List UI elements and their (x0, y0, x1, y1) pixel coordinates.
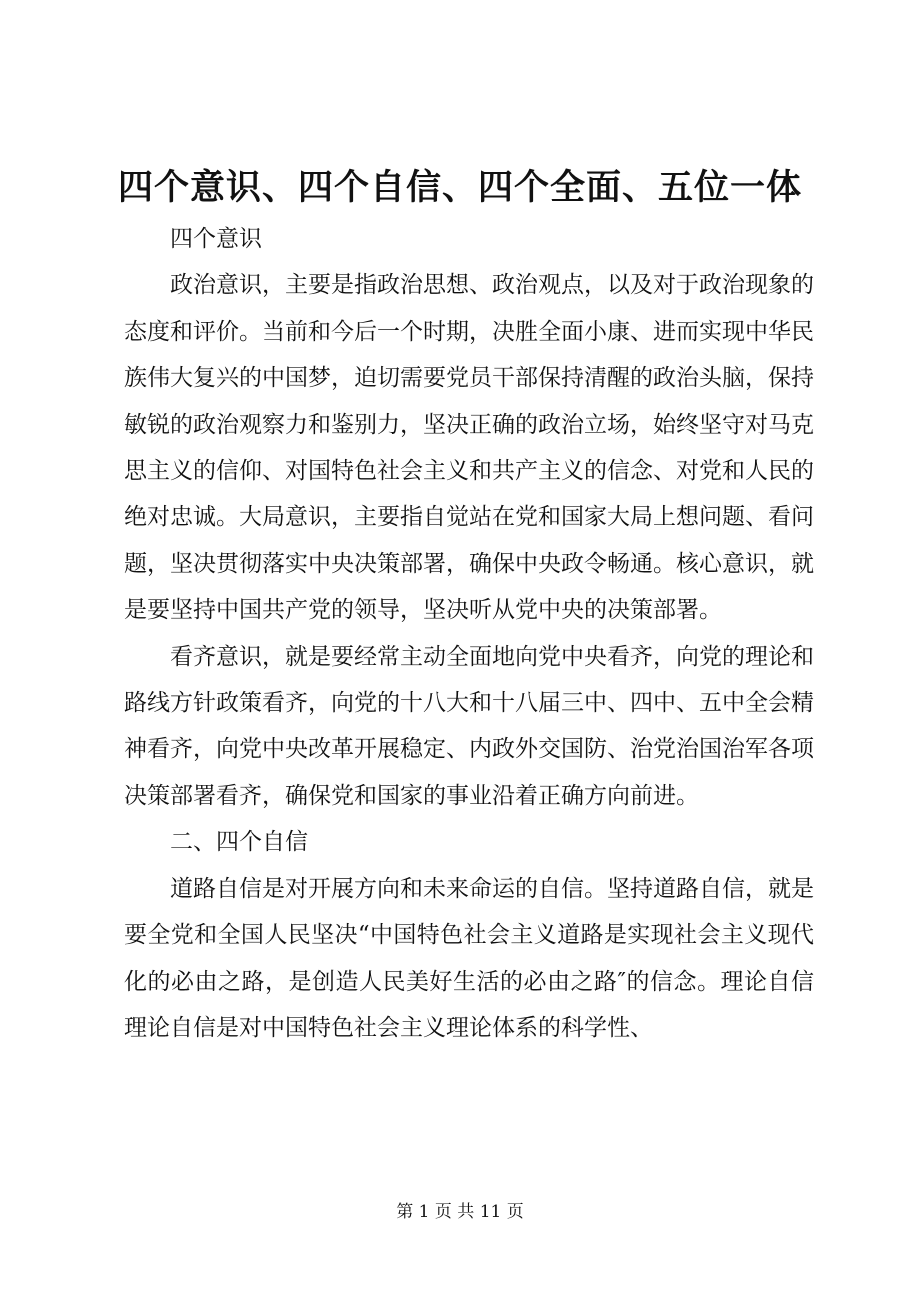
document-title: 四个意识、四个自信、四个全面、五位一体 (117, 168, 802, 208)
page-footer: 第 1 页 共 11 页 (396, 1202, 524, 1222)
section-heading-four-confidences: 二、四个自信 (170, 829, 308, 856)
paragraph-political-consciousness: 政治意识，主要是指政治思想、政治观点，以及对于政治现象的态度和评价。当前和今后一个时期，决胜全面小康、进而实现中华民族伟大复兴的中国梦，迫切需要党员干部保持清醒的政治头脑，保持敏锐的政治观察力和鉴别力，坚决正确的政治立场，始终坚守对马克思主义的信仰、对国特色社会主义和共产主义的信念、对党和人民的绝对忠诚。大局意识，主要指自觉站在党和国家大局上想问题、看问题，坚决贯彻落实中央决策部署，确保中央政令畅通。核心意识，就是要坚持中国共产党的领导，坚决听从党中央的决策部署。 (124, 272, 814, 624)
paragraph-alignment-consciousness: 看齐意识，就是要经常主动全面地向党中央看齐，向党的理论和路线方针政策看齐，向党的十八大和十八届三中、四中、五中全会精神看齐，向党中央改革开展稳定、内政外交国防、治党治国治军各项决策部署看齐，确保党和国家的事业沿着正确方向前进。 (124, 643, 814, 809)
section-heading-four-consciousness: 四个意识 (170, 226, 262, 252)
document-body (124, 216, 814, 1051)
paragraph-path-confidence: 道路自信是对开展方向和未来命运的自信。坚持道路自信，就是要全党和全国人民坚决“中国特色社会主义道路是实现社会主义现代化的必由之路，是创造人民美好生活的必由之路″的信念。理论自信理论自信是对中国特色社会主义理论体系的科学性、 (124, 875, 814, 1041)
